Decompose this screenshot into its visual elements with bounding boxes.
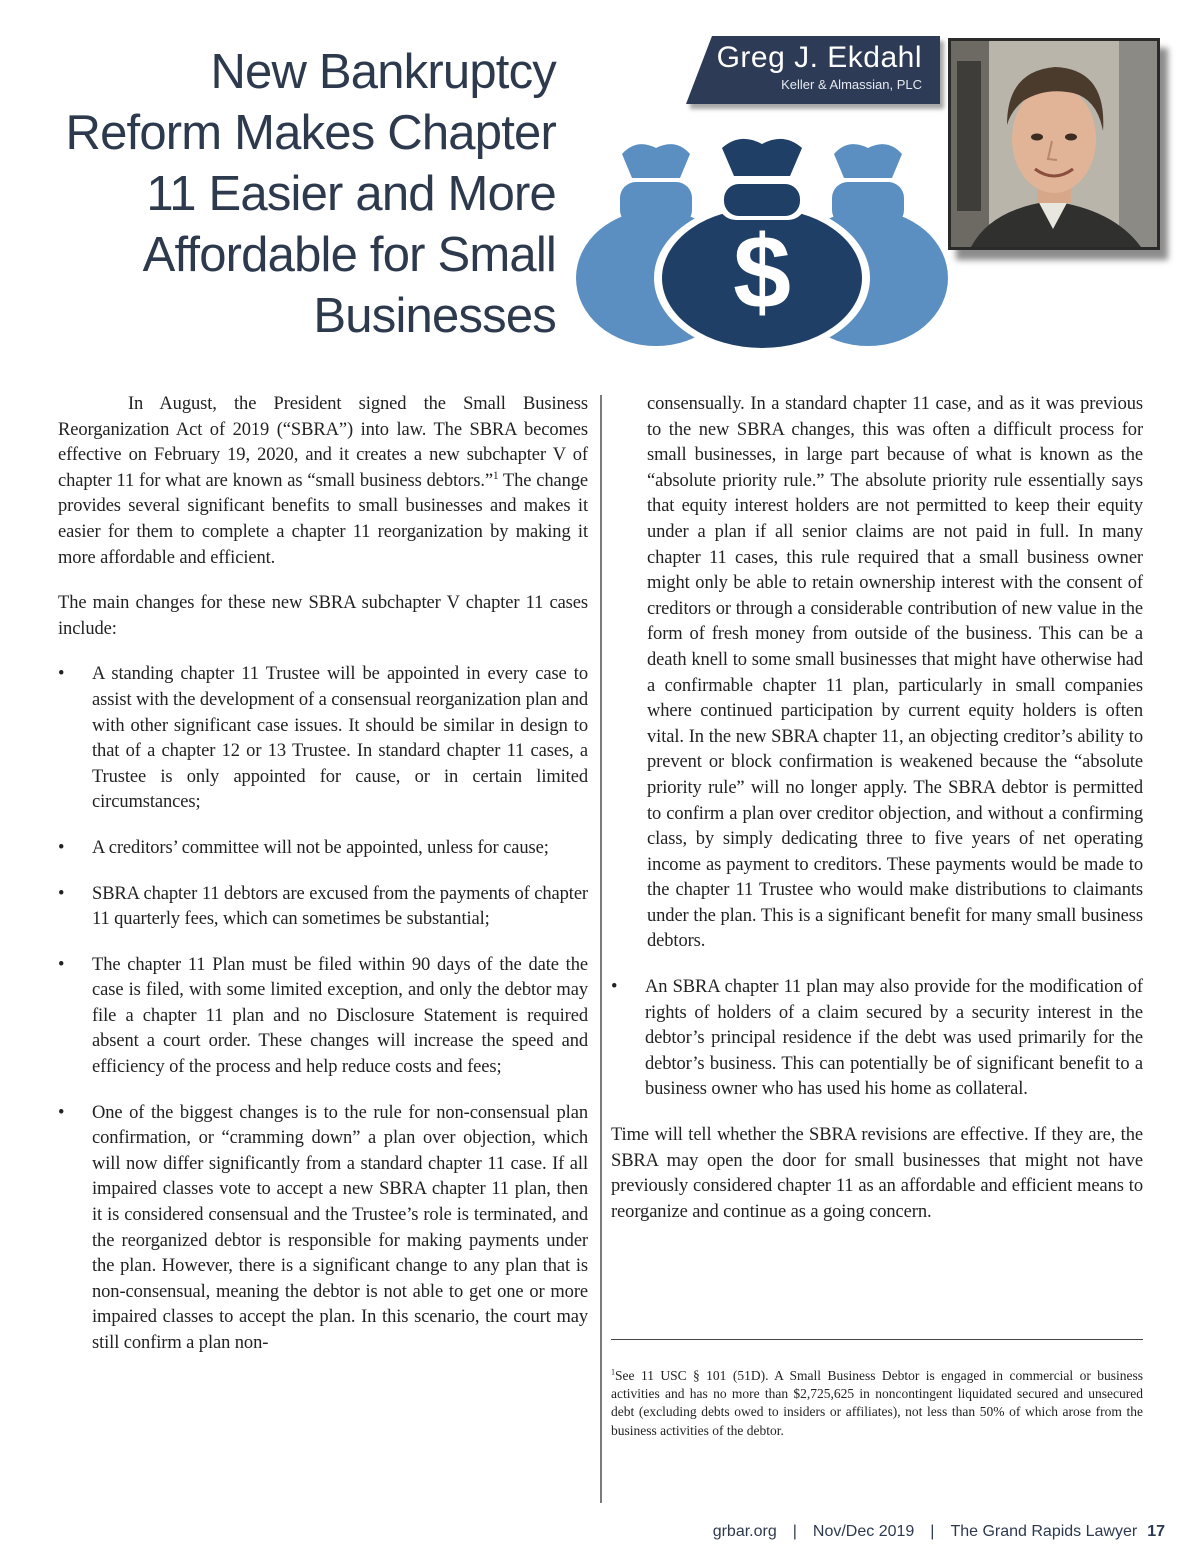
list-item [58,882,588,933]
footnote-marker: 1 [611,1367,616,1377]
page-footer [713,1523,1165,1541]
footer-separator: | [792,1523,797,1540]
closing-paragraph: Time will tell whether the SBRA revisions are effective. If they are, the SBRA may open the door for small businesses that might not have previously considered chapter 11 as an affordable and efficient means to reorganize and continue as a going concern. [611,1125,1143,1222]
bullet-icon: • [58,837,65,858]
footer-separator: | [930,1523,935,1540]
footnote-text: See 11 USC § 101 (51D). A Small Business Debtor is engaged in commercial or business activities and has no more than $2,725,625 in noncontingent liquidated secured and unsecured debt (excluding debts owed to insiders or affiliates), not less than 50% of which arose from the business activities of the debtor. [611,1368,1143,1438]
changes-intro: The main changes for these new SBRA subchapter V chapter 11 cases include: [58,593,588,639]
title-line: 11 Easier and More [146,167,556,221]
author-photo [948,38,1160,250]
author-tag [686,36,940,104]
list-item [58,836,588,862]
dollar-sign-icon: $ [733,215,791,331]
page-number: 17 [1147,1523,1165,1540]
list-item [58,1101,588,1357]
list-item-text: SBRA chapter 11 debtors are excused from the payments of chapter 11 quarterly fees, which can sometimes be substantial; [92,883,588,930]
right-column [611,392,1143,1225]
left-column [58,392,588,1357]
list-item [611,975,1143,1103]
footer-publication: The Grand Rapids Lawyer [950,1523,1138,1540]
bullet-icon: • [611,977,618,998]
article-title [40,42,556,347]
author-firm: Keller & Almassian, PLC [781,77,922,92]
footnote [611,1367,1143,1440]
intro-text: In August, the President signed the Small Business Reorganization Act of 2019 (“SBRA”) into law. The SBRA becomes effective on February 19, 2020, and it creates a new subchapter V of chapter 11 for what are known as “small business debtors.” [58,394,588,491]
continued-bullet-text: consensually. In a standard chapter 11 case, and as it was previous to the new SBRA changes, this was often a difficult process for small businesses, in large part because of what is known as the “absolute priority rule.” The absolute priority rule essentially says that equity interest holders are not permitted to keep their equity under a plan if all senior claims are not paid in full. In many chapter 11 cases, this rule required that a small business owner might only be able to retain ownership interest with the consent of creditors or through a considerable contribution of new value in the form of fresh money from outside of the business. This can be a death knell to some small businesses that might have otherwise had a confirmable chapter 11 plan, particularly in small companies where continued participation by current equity holders is often vital. In the new SBRA chapter 11, an objecting creditor’s ability to prevent or block confirmation is weakened because the “absolute priority rule” will no longer apply. The SBRA debtor is permitted to confirm a plan over creditor objection, and without a confirming class, by simply dedicating three to five years of net operating income as payment to creditors. These payments would be made to the chapter 11 Trustee who would make distributions to claimants under the plan. This is a significant benefit for many small business debtors. [647,394,1143,952]
author-name: Greg J. Ekdahl [716,41,922,74]
footer-issue: Nov/Dec 2019 [812,1523,915,1540]
intro-paragraph [58,392,588,571]
list-item-text: A standing chapter 11 Trustee will be appointed in every case to assist with the development of a consensual reorganization plan and with other significant case issues. It should be similar in design to that of a chapter 12 or 13 Trustee. In standard chapter 11 cases, a Trustee is only appointed for cause, or in certain limited circumstances; [92,664,588,813]
footer-site-link[interactable]: grbar.org [712,1523,777,1540]
list-item [58,953,588,1081]
title-line: Reform Makes Chapter [65,106,556,160]
column-divider [600,395,602,1503]
money-bag-center-icon [654,134,870,350]
title-line: Affordable for Small [142,228,556,282]
bullet-icon: • [58,1102,65,1123]
title-line: New Bankruptcy [210,45,556,99]
bullet-icon: • [58,883,65,904]
list-item-text: The chapter 11 Plan must be filed within 90 days of the date the case is filed, with some limited exception, and only the debtor may file a chapter 11 plan and no Disclosure Statement is required absent a court order. These changes will increase the speed and efficiency of the process and help reduce costs and fees; [92,954,588,1078]
bullet-icon: • [58,664,65,685]
money-bags-illustration [576,132,948,350]
bullet-icon: • [58,954,65,975]
list-item [58,662,588,816]
title-line: Businesses [313,289,556,343]
intro-text-cont: The change provides several significant benefits to small businesses and makes it easier for them to complete a chapter 11 reorganization by making it more affordable and efficient. [58,470,589,568]
list-item-text: An SBRA chapter 11 plan may also provide for the modification of rights of holders of a claim secured by a security interest in the debtor’s principal residence if the debt was used primarily for the debtor’s business. This can potentially be of significant benefit to a business owner who has used his home as collateral. [645,977,1143,1100]
footnote-divider [611,1339,1143,1340]
footnote-marker: 1 [492,469,499,482]
list-item-text: One of the biggest changes is to the rule for non-consensual plan confirmation, or “cramming down” a plan over objection, which will now differ significantly from a standard chapter 11 case. If all impaired classes vote to accept a new SBRA chapter 11 plan, then it is considered consensual and the Trustee’s role is terminated, and the reorganized debtor is responsible for making payments under the plan. However, there is a significant change to any plan that is non-consensual, meaning the debtor is not able to get one or more impaired classes to accept the plan. In this scenario, the court may still confirm a plan non- [92,1102,588,1353]
list-item-text: A creditors’ committee will not be appointed, unless for cause; [92,837,549,858]
